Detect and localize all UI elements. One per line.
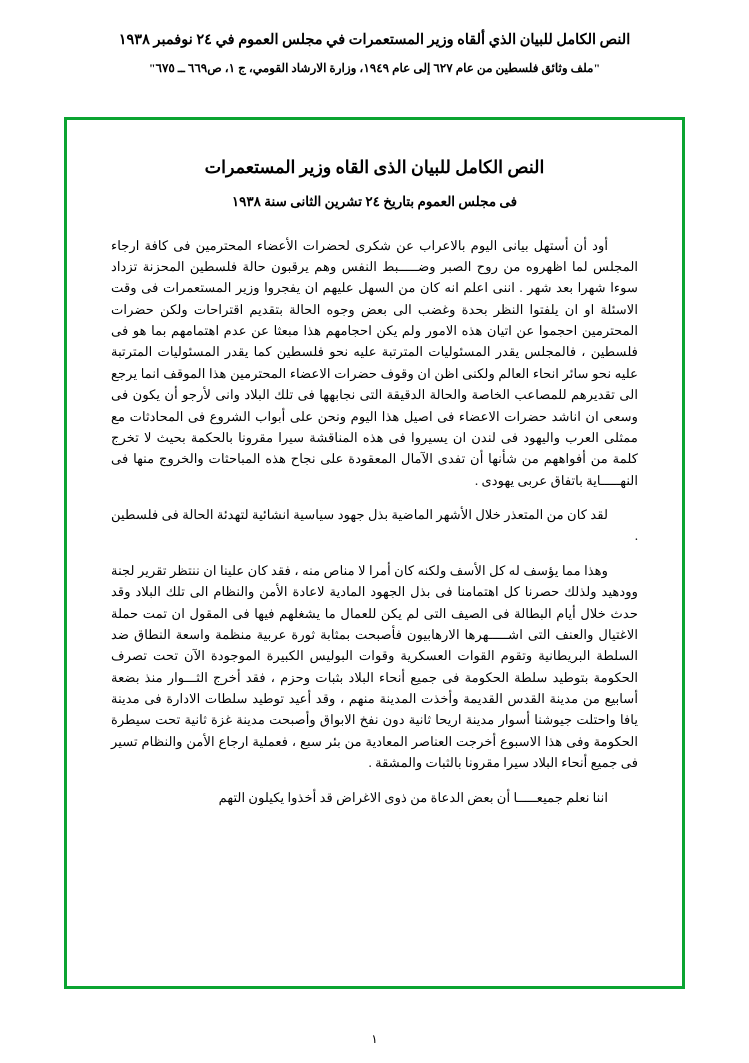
header-source-citation: "ملف وثائق فلسطين من عام ٦٢٧ إلى عام ١٩٤٩، وزارة الارشاد القومي، ج ١، ص٦٦٩ ــ ٦٧٥" — [148, 60, 601, 75]
page-number: ١ — [371, 1032, 378, 1046]
paragraph: أود أن أستهل بيانى اليوم بالاعراب عن شكرى لحضرات الأعضاء المحترمين فى كافة ارجاء المجلس لما اظهروه من روح الصبر وضـــــبط النفس وهم يرقبون حالة فلسطين المحزنة تزداد سوءا شهرا بعد شهر . اننى اعلم انه كان من السهل عليهم ان يفجروا وزير المستعمرات فى وقت الاسئلة او ان يلفتوا النظر بحدة وغضب الى بعض وجوه الحالة بتقديم اقتراحات ولكن حضرات المحترمين احجموا عن اتيان هذه الامور ولم يكن احجامهم هذا مبعثا عن عدم اهتمامهم بما هو فى فلسطين ، فالمجلس يقدر المسئوليات المترتبة عليه نحو فلسطين كما يقدر المسئوليات المترتبة عليه نحو سائر انحاء العالم ولكنى اظن ان وقوف حضرات الاعضاء المحترمين هذا الموقف انما يرجع الى تقديرهم للمصاعب الخاصة والحالة الدقيقة التى نجابهها فى تلك البلاد وانى لأرجو أن يكون فى وسعى ان اناشد حضرات الاعضاء فى اصيل هذا اليوم ونحن على أبواب الشروع فى المحادثات مع ممثلى العرب واليهود فى لندن ان يسيروا فى هذه المناقشة سيرا مقرونا بالحكمة بحيث لا تخرج كلمة من أفواههم من شأنها أن تفدى الآمال المعقودة على نجاح هذه المباحثات والخروج منها فى النهـــــاية باتفاق عربى يهودى . — [111, 237, 638, 488]
document-header — [0, 0, 749, 78]
document-content — [67, 120, 682, 986]
document-border-frame — [64, 117, 685, 989]
paragraph: لقد كان من المتعذر خلال الأشهر الماضية بذل جهود سياسية انشائية لتهدئة الحالة فى فلسطين . — [111, 507, 638, 544]
body-text — [111, 235, 638, 808]
paragraph: اننا نعلم جميعـــــا أن بعض الدعاة من ذوى الاغراض قد أخذوا يكيلون التهم — [218, 789, 608, 805]
header-title: النص الكامل للبيان الذي ألقاه وزير المستعمرات في مجلس العموم في ٢٤ نوفمبر ١٩٣٨ — [118, 32, 631, 48]
paragraph: وهذا مما يؤسف له كل الأسف ولكنه كان أمرا لا مناص منه ، فقد كان علينا ان ننتظر تقرير لجنة وودهيد ولذلك حصرنا كل اهتمامنا فى بذل الجهود المادية لاعادة الأمن والنظام الى تلك البلاد وقد حدث خلال أيام البطالة فى الصيف التى لم يكن للعمال ما يشغلهم فيها فى المقول ان تمت حملة الاغتيال والعنف التى اشـــــهرها الارهابيون فأصبحت بمثابة ثورة عربية منظمة واسعة النطاق ضد السلطة البريطانية وتقوم القوات العسكرية وقوات البوليس الكبيرة الموجودة الآن تحت تصرف الحكومة بتوطيد سلطة الحكومة فى جميع أنحاء البلاد بثبات وحزم ، فقد أخرج الثـــوار منذ بضعة أسابيع من مدينة القدس القديمة وأخذت المدينة منهم ، وقد أعيد توطيد سلطات الادارة فى مدينة يافا واحتلت جيوشنا أسوار مدينة اريحا ثانية دون نفخ الابواق وأصبحت مدينة غزة ثانية تحت سيطرة الحكومة وفى هذا الاسبوع أخرجت العناصر المعادية من بئر سبع ، فعملية ارجاع الأمن والنظام تسير فى جميع أنحاء البلاد سيرا مقرونا بالثبات والمشقة . — [111, 562, 638, 771]
page-subtitle: فى مجلس العموم بتاريخ ٢٤ تشرين الثانى سنة ١٩٣٨ — [231, 194, 518, 210]
page-title: النص الكامل للبيان الذى القاه وزير المستعمرات — [204, 157, 545, 177]
